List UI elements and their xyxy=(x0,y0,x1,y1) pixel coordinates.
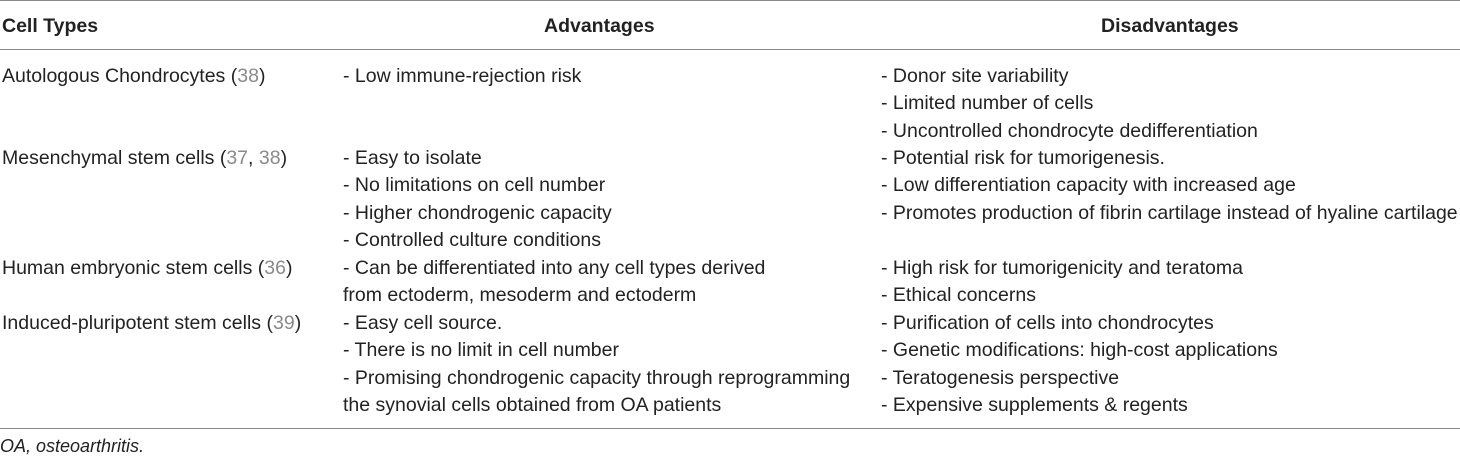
bottom-rule xyxy=(0,428,1460,429)
disadvantage-item: - Promotes production of fibrin cartilage instead of hyaline cartilage xyxy=(881,201,1458,224)
disadvantage-item: - Ethical concerns xyxy=(881,284,1036,307)
advantage-item: - Easy cell source. xyxy=(343,312,503,334)
cell-type-mesenchymal: Mesenchymal stem cells (37, 38) xyxy=(2,147,288,169)
citation-link[interactable]: 37 xyxy=(226,147,249,169)
advantages-autologous xyxy=(343,63,581,90)
header-advantages: Advantages xyxy=(544,15,655,37)
header-disadvantages: Disadvantages xyxy=(1101,15,1239,37)
cell-type-autologous: Autologous Chondrocytes (38) xyxy=(2,65,266,87)
advantage-item: - Promising chondrogenic capacity through reprogramming xyxy=(343,366,851,389)
disadvantage-item: - Teratogenesis perspective xyxy=(881,366,1120,389)
advantages-mesenchymal xyxy=(343,145,612,255)
advantage-item: - Controlled culture conditions xyxy=(343,229,601,252)
advantages-induced xyxy=(343,310,850,420)
cell-type-name: Mesenchymal stem cells xyxy=(2,147,215,169)
disadvantage-item: - High risk for tumorigenicity and teratoma xyxy=(881,257,1243,279)
citation-link[interactable]: 36 xyxy=(264,257,286,279)
advantage-item: from ectoderm, mesoderm and ectoderm xyxy=(343,284,697,307)
disadvantages-induced xyxy=(881,310,1278,420)
advantage-item: - Higher chondrogenic capacity xyxy=(343,201,612,224)
advantage-item: - Easy to isolate xyxy=(343,147,482,169)
advantages-embryonic xyxy=(343,255,765,310)
top-rule xyxy=(0,0,1460,1)
disadvantage-item: - Low differentiation capacity with increased age xyxy=(881,174,1296,197)
advantage-item: - Low immune-rejection risk xyxy=(343,65,582,87)
cell-type-embryonic: Human embryonic stem cells (36) xyxy=(2,257,293,279)
advantage-item: the synovial cells obtained from OA patients xyxy=(343,394,722,417)
advantage-item: - No limitations on cell number xyxy=(343,174,606,197)
cell-type-name: Human embryonic stem cells xyxy=(2,257,253,279)
advantage-item: - Can be differentiated into any cell types derived xyxy=(343,257,766,279)
disadvantage-item: - Expensive supplements & regents xyxy=(881,394,1188,417)
disadvantage-item: - Uncontrolled chondrocyte dedifferentiation xyxy=(881,119,1258,142)
citation-link[interactable]: 38 xyxy=(258,147,281,169)
disadvantage-item: - Purification of cells into chondrocytes xyxy=(881,312,1214,334)
header-rule xyxy=(0,49,1460,50)
advantage-item: - There is no limit in cell number xyxy=(343,339,619,362)
cell-type-name: Autologous Chondrocytes xyxy=(2,65,226,87)
cell-type-induced: Induced-pluripotent stem cells (39) xyxy=(2,312,302,334)
header-cell-types: Cell Types xyxy=(2,15,99,37)
disadvantage-item: - Genetic modifications: high-cost applications xyxy=(881,339,1278,362)
table-footnote: OA, osteoarthritis. xyxy=(0,436,145,456)
citation-link[interactable]: 39 xyxy=(272,312,295,334)
disadvantages-embryonic xyxy=(881,255,1243,310)
disadvantage-item: - Donor site variability xyxy=(881,65,1069,87)
cell-type-name: Induced-pluripotent stem cells xyxy=(2,312,262,334)
disadvantages-autologous xyxy=(881,63,1258,145)
disadvantage-item: - Limited number of cells xyxy=(881,92,1094,115)
citation-link[interactable]: 38 xyxy=(237,65,259,87)
disadvantage-item: - Potential risk for tumorigenesis. xyxy=(881,147,1165,169)
disadvantages-mesenchymal xyxy=(881,145,1458,227)
